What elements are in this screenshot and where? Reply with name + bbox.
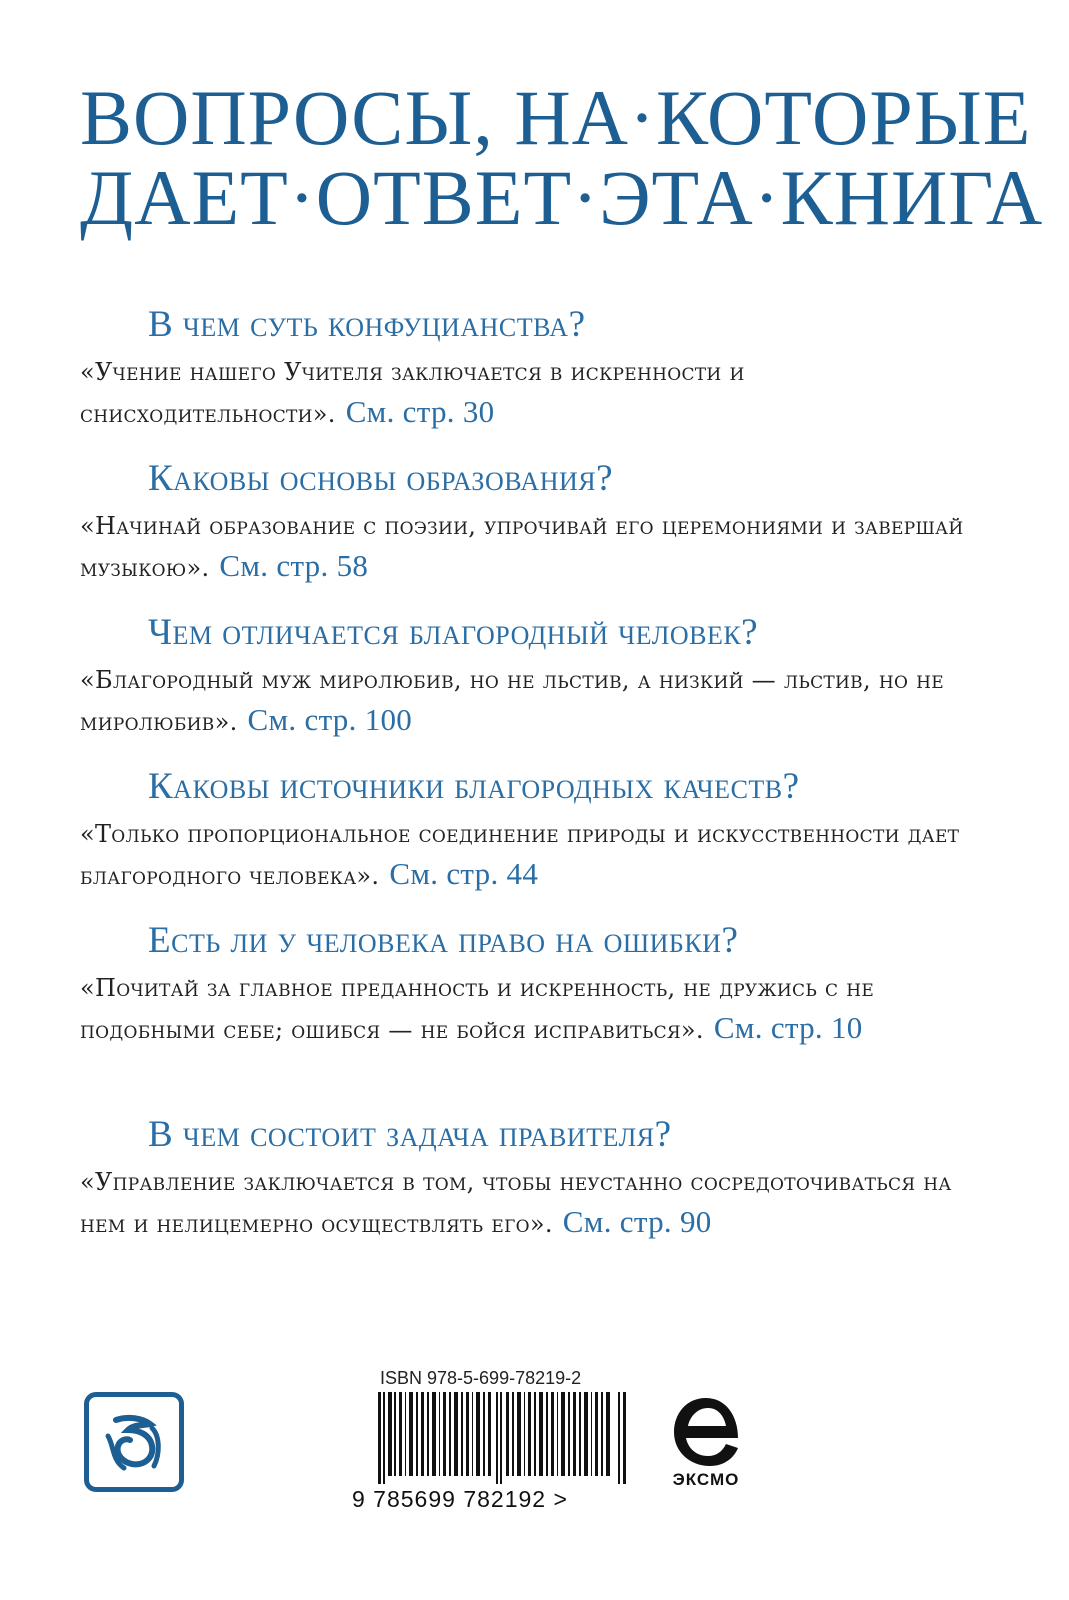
qa-item-5 bbox=[80, 918, 1000, 1050]
question-4: Каковы источники благородных качеств? bbox=[148, 766, 800, 807]
answer-1: «Учение нашего Учителя заключается в искренности и снисходительности». См. стр. 30 bbox=[80, 358, 745, 429]
page-title bbox=[80, 74, 1044, 241]
barcode-icon bbox=[378, 1392, 628, 1484]
publisher-name: ЭКСМО bbox=[672, 1470, 740, 1489]
qa-item-2 bbox=[80, 456, 1000, 588]
question-3: Чем отличается благородный человек? bbox=[148, 612, 759, 653]
question-2: Каковы основы образования? bbox=[148, 458, 614, 499]
title-line-2: ДАЕТ·ОТВЕТ·ЭТА·КНИГА bbox=[80, 154, 1044, 241]
answer-4: «Только пропорциональное соединение природы и искусственности дает благородного человека». См. стр. 44 bbox=[80, 820, 960, 891]
page-ref-4: См. стр. 44 bbox=[389, 856, 539, 891]
question-6: В чем состоит задача правителя? bbox=[148, 1114, 672, 1155]
page-ref-6: См. стр. 90 bbox=[562, 1204, 712, 1239]
page-ref-1: См. стр. 30 bbox=[345, 394, 495, 429]
qa-item-1 bbox=[80, 302, 1000, 434]
page-ref-3: См. стр. 100 bbox=[247, 702, 413, 737]
qa-item-4 bbox=[80, 764, 1000, 896]
question-1: В чем суть конфуцианства? bbox=[148, 304, 586, 345]
barcode-digits: 9 785699 782192 > bbox=[352, 1486, 568, 1512]
isbn-label: ISBN 978-5-699-78219-2 bbox=[380, 1368, 582, 1388]
answer-3: «Благородный муж миролюбив, но не льстив, а низкий — льстив, но не миролюбив». См. стр. 100 bbox=[80, 666, 944, 737]
eksmo-logo-icon bbox=[666, 1392, 746, 1472]
title-line-1: ВОПРОСЫ, НА·КОТОРЫЕ bbox=[80, 74, 1032, 161]
question-5: Есть ли у человека право на ошибки? bbox=[148, 920, 739, 961]
answer-5: «Почитай за главное преданность и искренность, не дружись с не подобными себе; ошибся — не бойся исправиться». См. стр. 10 bbox=[80, 974, 875, 1045]
qa-item-6 bbox=[80, 1112, 1000, 1244]
answer-2: «Начинай образование с поэзии, упрочивай его церемониями и завершай музыкою». См. стр. 58 bbox=[80, 512, 964, 583]
qa-item-3 bbox=[80, 610, 1000, 742]
page-ref-5: См. стр. 10 bbox=[713, 1010, 863, 1045]
answer-6: «Управление заключается в том, чтобы неустанно сосредоточиваться на нем и нелицемерно осуществлять его». См. стр. 90 bbox=[80, 1168, 952, 1239]
age-rating-icon bbox=[84, 1392, 184, 1492]
page-ref-2: См. стр. 58 bbox=[219, 548, 369, 583]
